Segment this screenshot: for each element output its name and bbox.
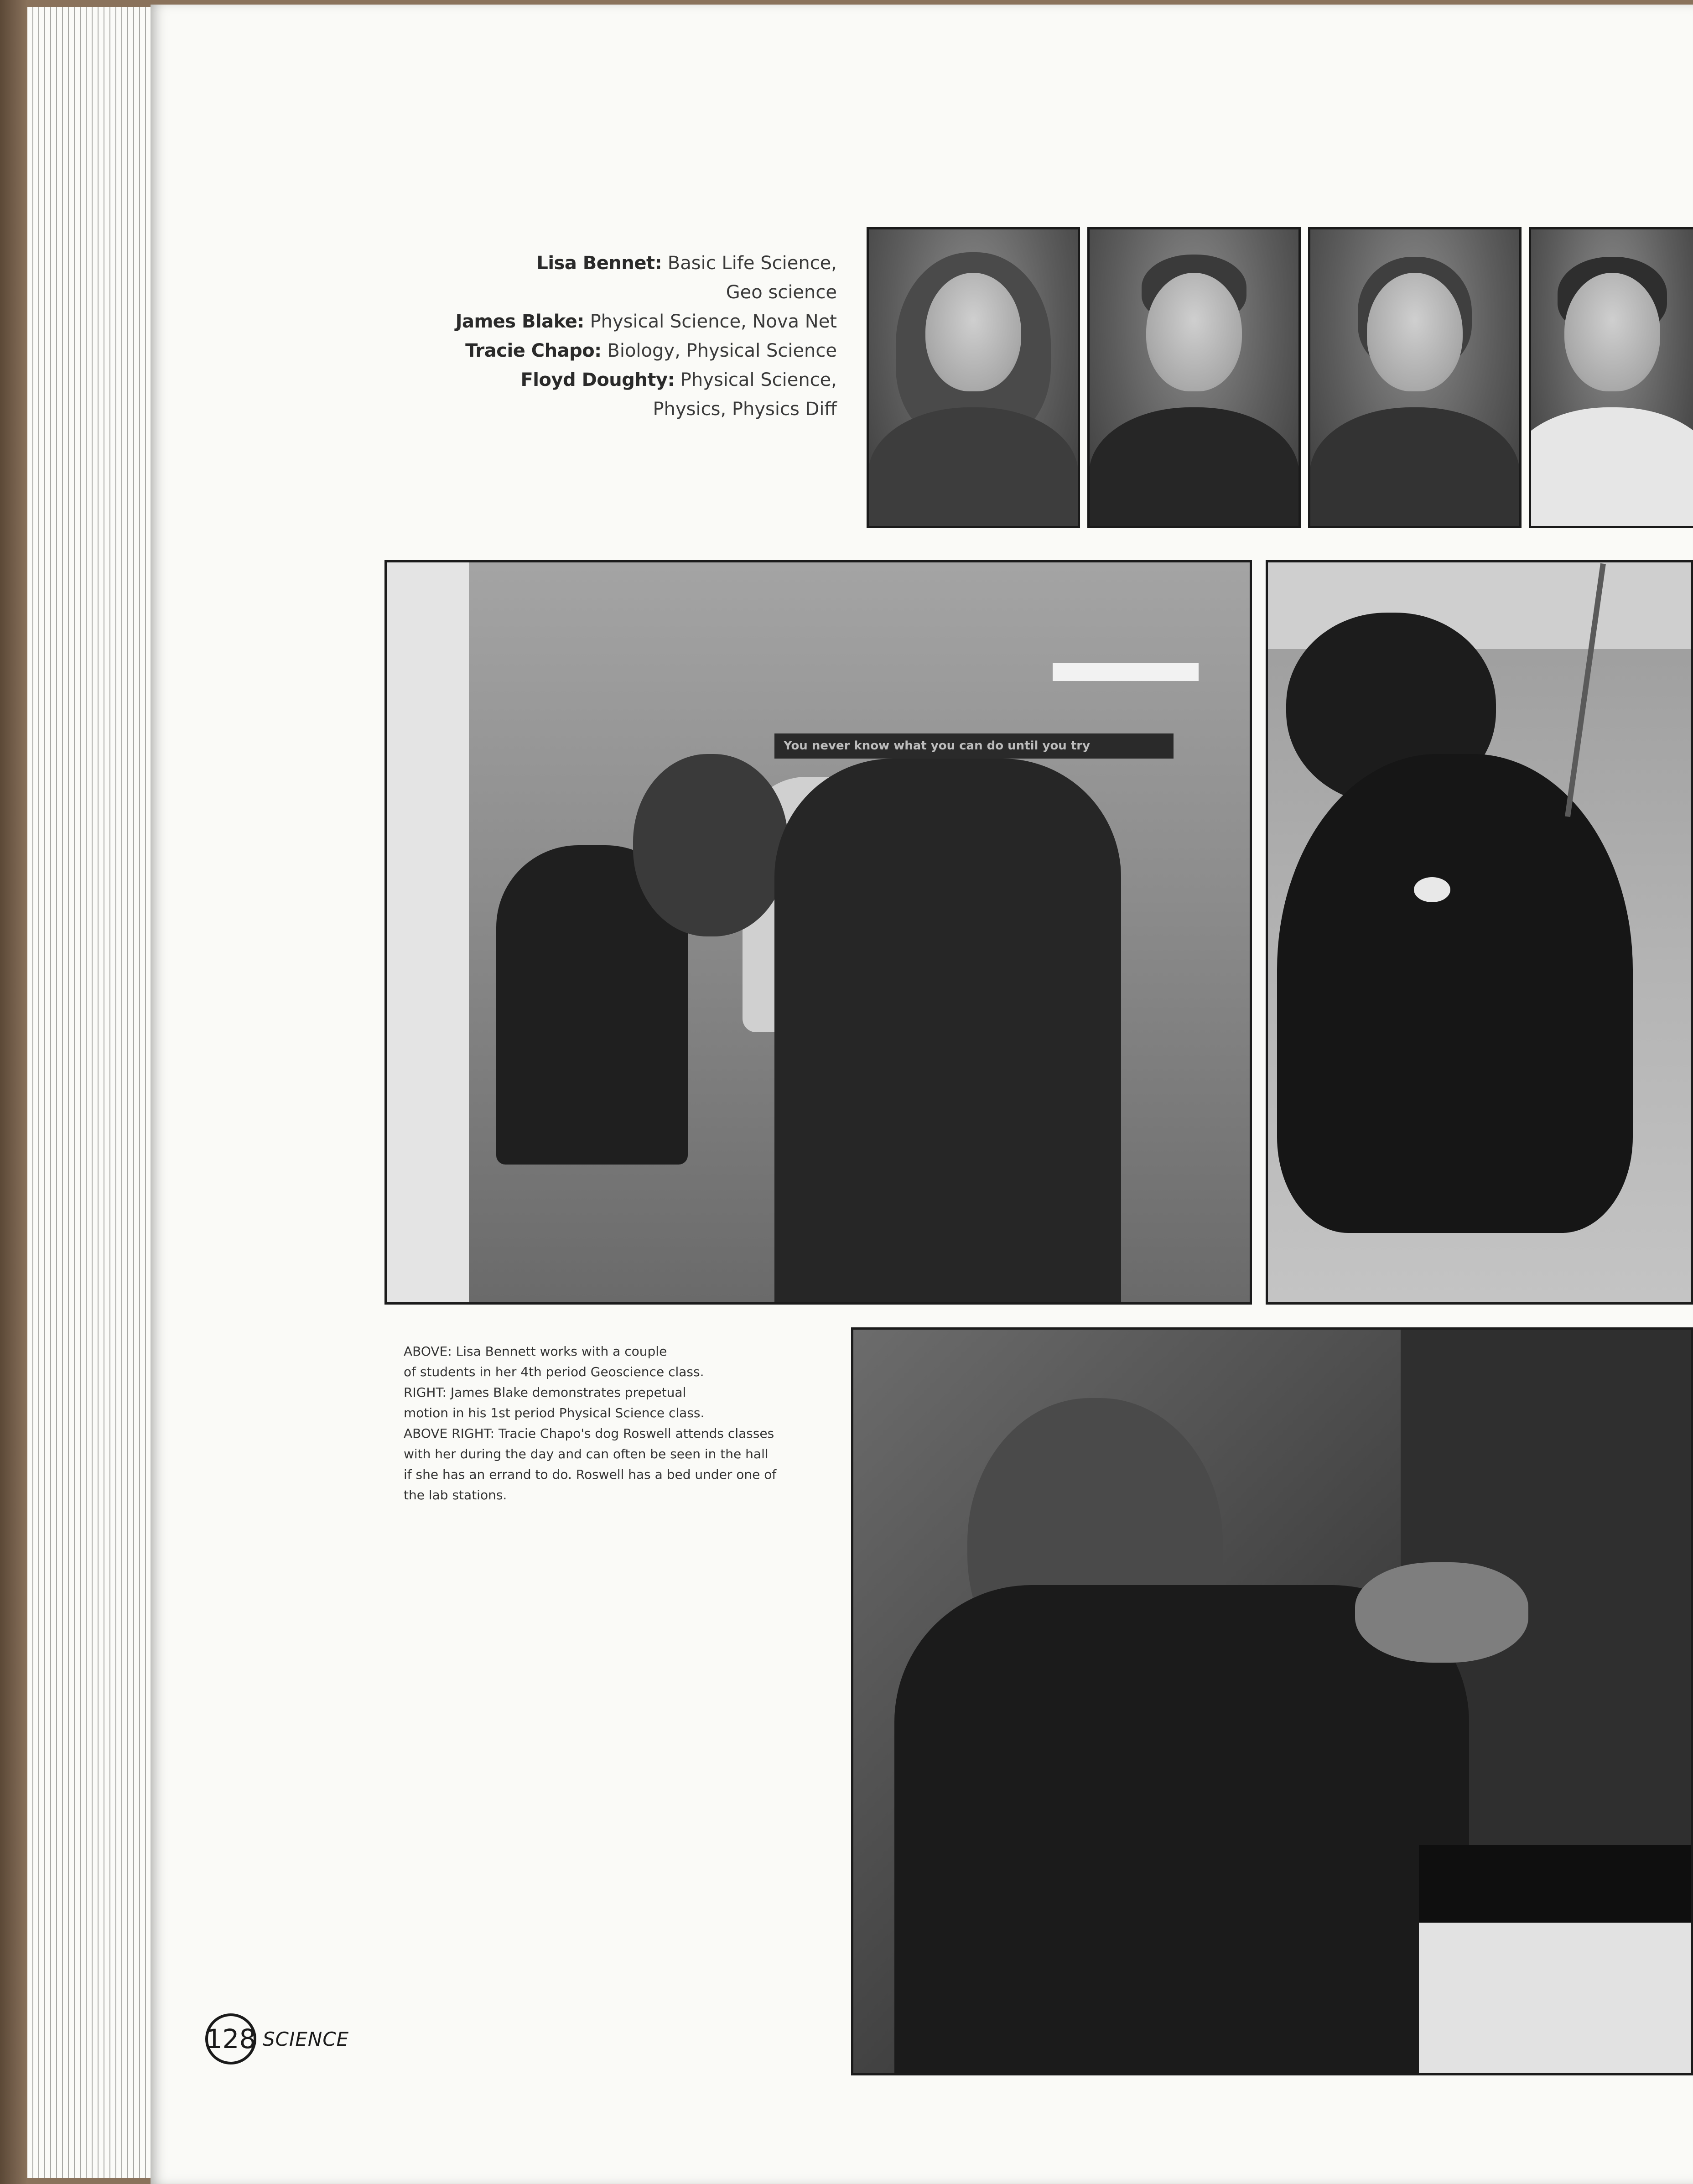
photo-dog-roswell xyxy=(1266,560,1693,1305)
page-folio xyxy=(205,2012,349,2066)
faculty-row xyxy=(424,307,837,336)
faculty-subjects: Physics, Physics Diff xyxy=(653,399,837,420)
faculty-name: Lisa Bennet: xyxy=(536,253,662,274)
cart-shape xyxy=(1419,1923,1693,2075)
face-shape xyxy=(925,273,1021,391)
dog-tag-shape xyxy=(1414,877,1450,902)
portrait-tracie-chapo xyxy=(1308,227,1522,528)
faculty-name: James Blake: xyxy=(455,311,584,332)
torso-shape xyxy=(1089,407,1299,528)
faculty-row xyxy=(424,365,837,395)
faculty-row xyxy=(424,249,837,278)
face-shape xyxy=(1564,273,1660,391)
caption-line: RIGHT: James Blake demonstrates prepetual xyxy=(404,1385,686,1400)
faculty-subjects: Basic Life Science, xyxy=(667,253,837,274)
portrait-floyd-doughty xyxy=(1529,227,1693,528)
caption-line: motion in his 1st period Physical Science class. xyxy=(404,1405,705,1420)
faculty-list xyxy=(424,249,837,424)
photo-perpetual-motion xyxy=(851,1327,1693,2075)
face-shape xyxy=(1146,273,1242,391)
face-shape xyxy=(1367,273,1463,391)
section-label: SCIENCE xyxy=(263,2028,349,2050)
faculty-subjects: Physical Science, Nova Net xyxy=(590,311,837,332)
projector-shape xyxy=(1419,1845,1693,1923)
portrait-lisa-bennet xyxy=(867,227,1080,528)
student-jacket-shape xyxy=(774,759,1121,1305)
page-number: 128 xyxy=(205,2013,256,2064)
photo-geoscience-class xyxy=(384,560,1252,1305)
caption-line: if she has an errand to do. Roswell has a bed under one of xyxy=(404,1467,777,1482)
caption-line: with her during the day and can often be seen in the hall xyxy=(404,1446,769,1461)
book-page-edges xyxy=(27,7,151,2178)
faculty-row xyxy=(424,336,837,365)
faculty-subjects: Physical Science, xyxy=(680,369,837,390)
faculty-name: Tracie Chapo: xyxy=(465,340,602,361)
ceiling-light-shape xyxy=(1053,663,1199,681)
caption-line: the lab stations. xyxy=(404,1487,507,1503)
caption-line: ABOVE RIGHT: Tracie Chapo's dog Roswell attends classes xyxy=(404,1426,774,1441)
faculty-subjects: Geo science xyxy=(726,282,837,303)
hands-shape xyxy=(1355,1562,1528,1663)
teacher-body-shape xyxy=(894,1585,1469,2075)
torso-shape xyxy=(868,407,1078,528)
student-head-shape xyxy=(633,754,788,936)
photo-caption xyxy=(404,1341,837,1505)
portrait-james-blake xyxy=(1087,227,1301,528)
faculty-name: Floyd Doughty: xyxy=(520,369,675,390)
dog-body-shape xyxy=(1277,754,1633,1233)
torso-shape xyxy=(1310,407,1520,528)
torso-shape xyxy=(1529,407,1693,528)
whiteboard-shape xyxy=(387,562,469,1305)
caption-line: ABOVE: Lisa Bennett works with a couple xyxy=(404,1344,667,1359)
caption-line: of students in her 4th period Geoscience class. xyxy=(404,1364,704,1379)
motivational-banner: You never know what you can do until you try xyxy=(774,733,1174,759)
faculty-subjects: Biology, Physical Science xyxy=(607,340,837,361)
